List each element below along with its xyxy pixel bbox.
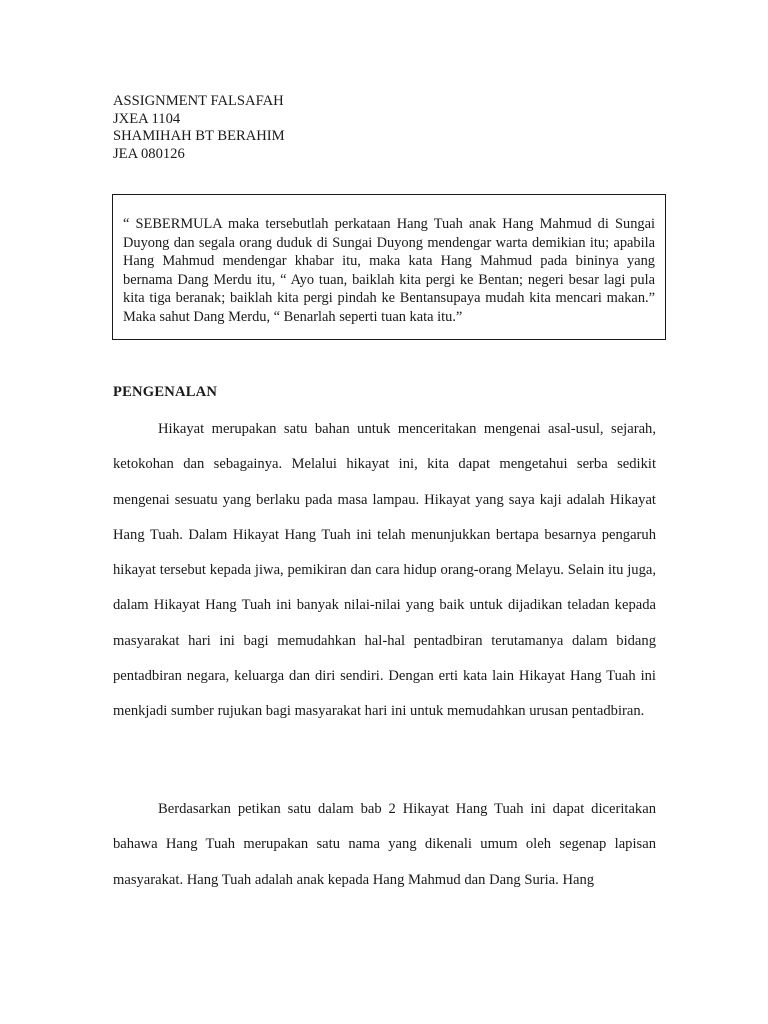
course-code: JXEA 1104 bbox=[113, 110, 181, 127]
student-name: SHAMIHAH BT BERAHIM bbox=[113, 128, 285, 144]
assignment-title: ASSIGNMENT FALSAFAH bbox=[113, 93, 284, 109]
quote-box bbox=[112, 194, 666, 340]
introduction-paragraph-2: Berdasarkan petikan satu dalam bab 2 Hikayat Hang Tuah ini dapat diceritakan bahawa Hang Tuah merupakan satu nama yang dikenali umum oleh segenap lapisan masyarakat. Hang Tuah adalah anak kepada Hang Mahmud dan Dang Suria. Hang bbox=[113, 801, 656, 888]
introduction-paragraph-1: Hikayat merupakan satu bahan untuk menceritakan mengenai asal-usul, sejarah, ketokohan dan sebagainya. Melalui hikayat ini, kita dapat mengetahui serba sedikit mengenai sesuatu yang berlaku pada masa lampau. Hikayat yang saya kaji adalah Hikayat Hang Tuah. Dalam Hikayat Hang Tuah ini telah menunjukkan bertapa besarnya pengaruh hikayat tersebut kepada jiwa, pemikiran dan cara hidup orang-orang Melayu. Selain itu juga, dalam Hikayat Hang Tuah ini banyak nilai-nilai yang baik untuk dijadikan teladan kepada masyarakat hari ini bagi memudahkan hal-hal pentadbiran terutamanya dalam bidang pentadbiran negara, keluarga dan diri sendiri. Dengan erti kata lain Hikayat Hang Tuah ini menkjadi sumber rujukan bagi masyarakat hari ini untuk memudahkan urusan pentadbiran. bbox=[113, 421, 656, 720]
section-heading: PENGENALAN bbox=[113, 384, 218, 400]
document-header bbox=[113, 93, 285, 163]
quote-text: “ SEBERMULA maka tersebutlah perkataan Hang Tuah anak Hang Mahmud di Sungai Duyong dan segala orang duduk di Sungai Duyong mendengar warta demikian itu; apabila Hang Mahmud mendengar khabar itu, maka kata Hang Mahmud pada bininya yang bernama Dang Merdu itu, “ Ayo tuan, baiklah kita pergi ke Bentan; negeri besar lagi pula kita tiga beranak; baiklah kita pergi pindah ke Bentansupaya mudah kita mencari makan.” Maka sahut Dang Merdu, “ Benarlah seperti tuan kata itu.” bbox=[123, 216, 655, 325]
student-id: JEA 080126 bbox=[113, 145, 185, 162]
